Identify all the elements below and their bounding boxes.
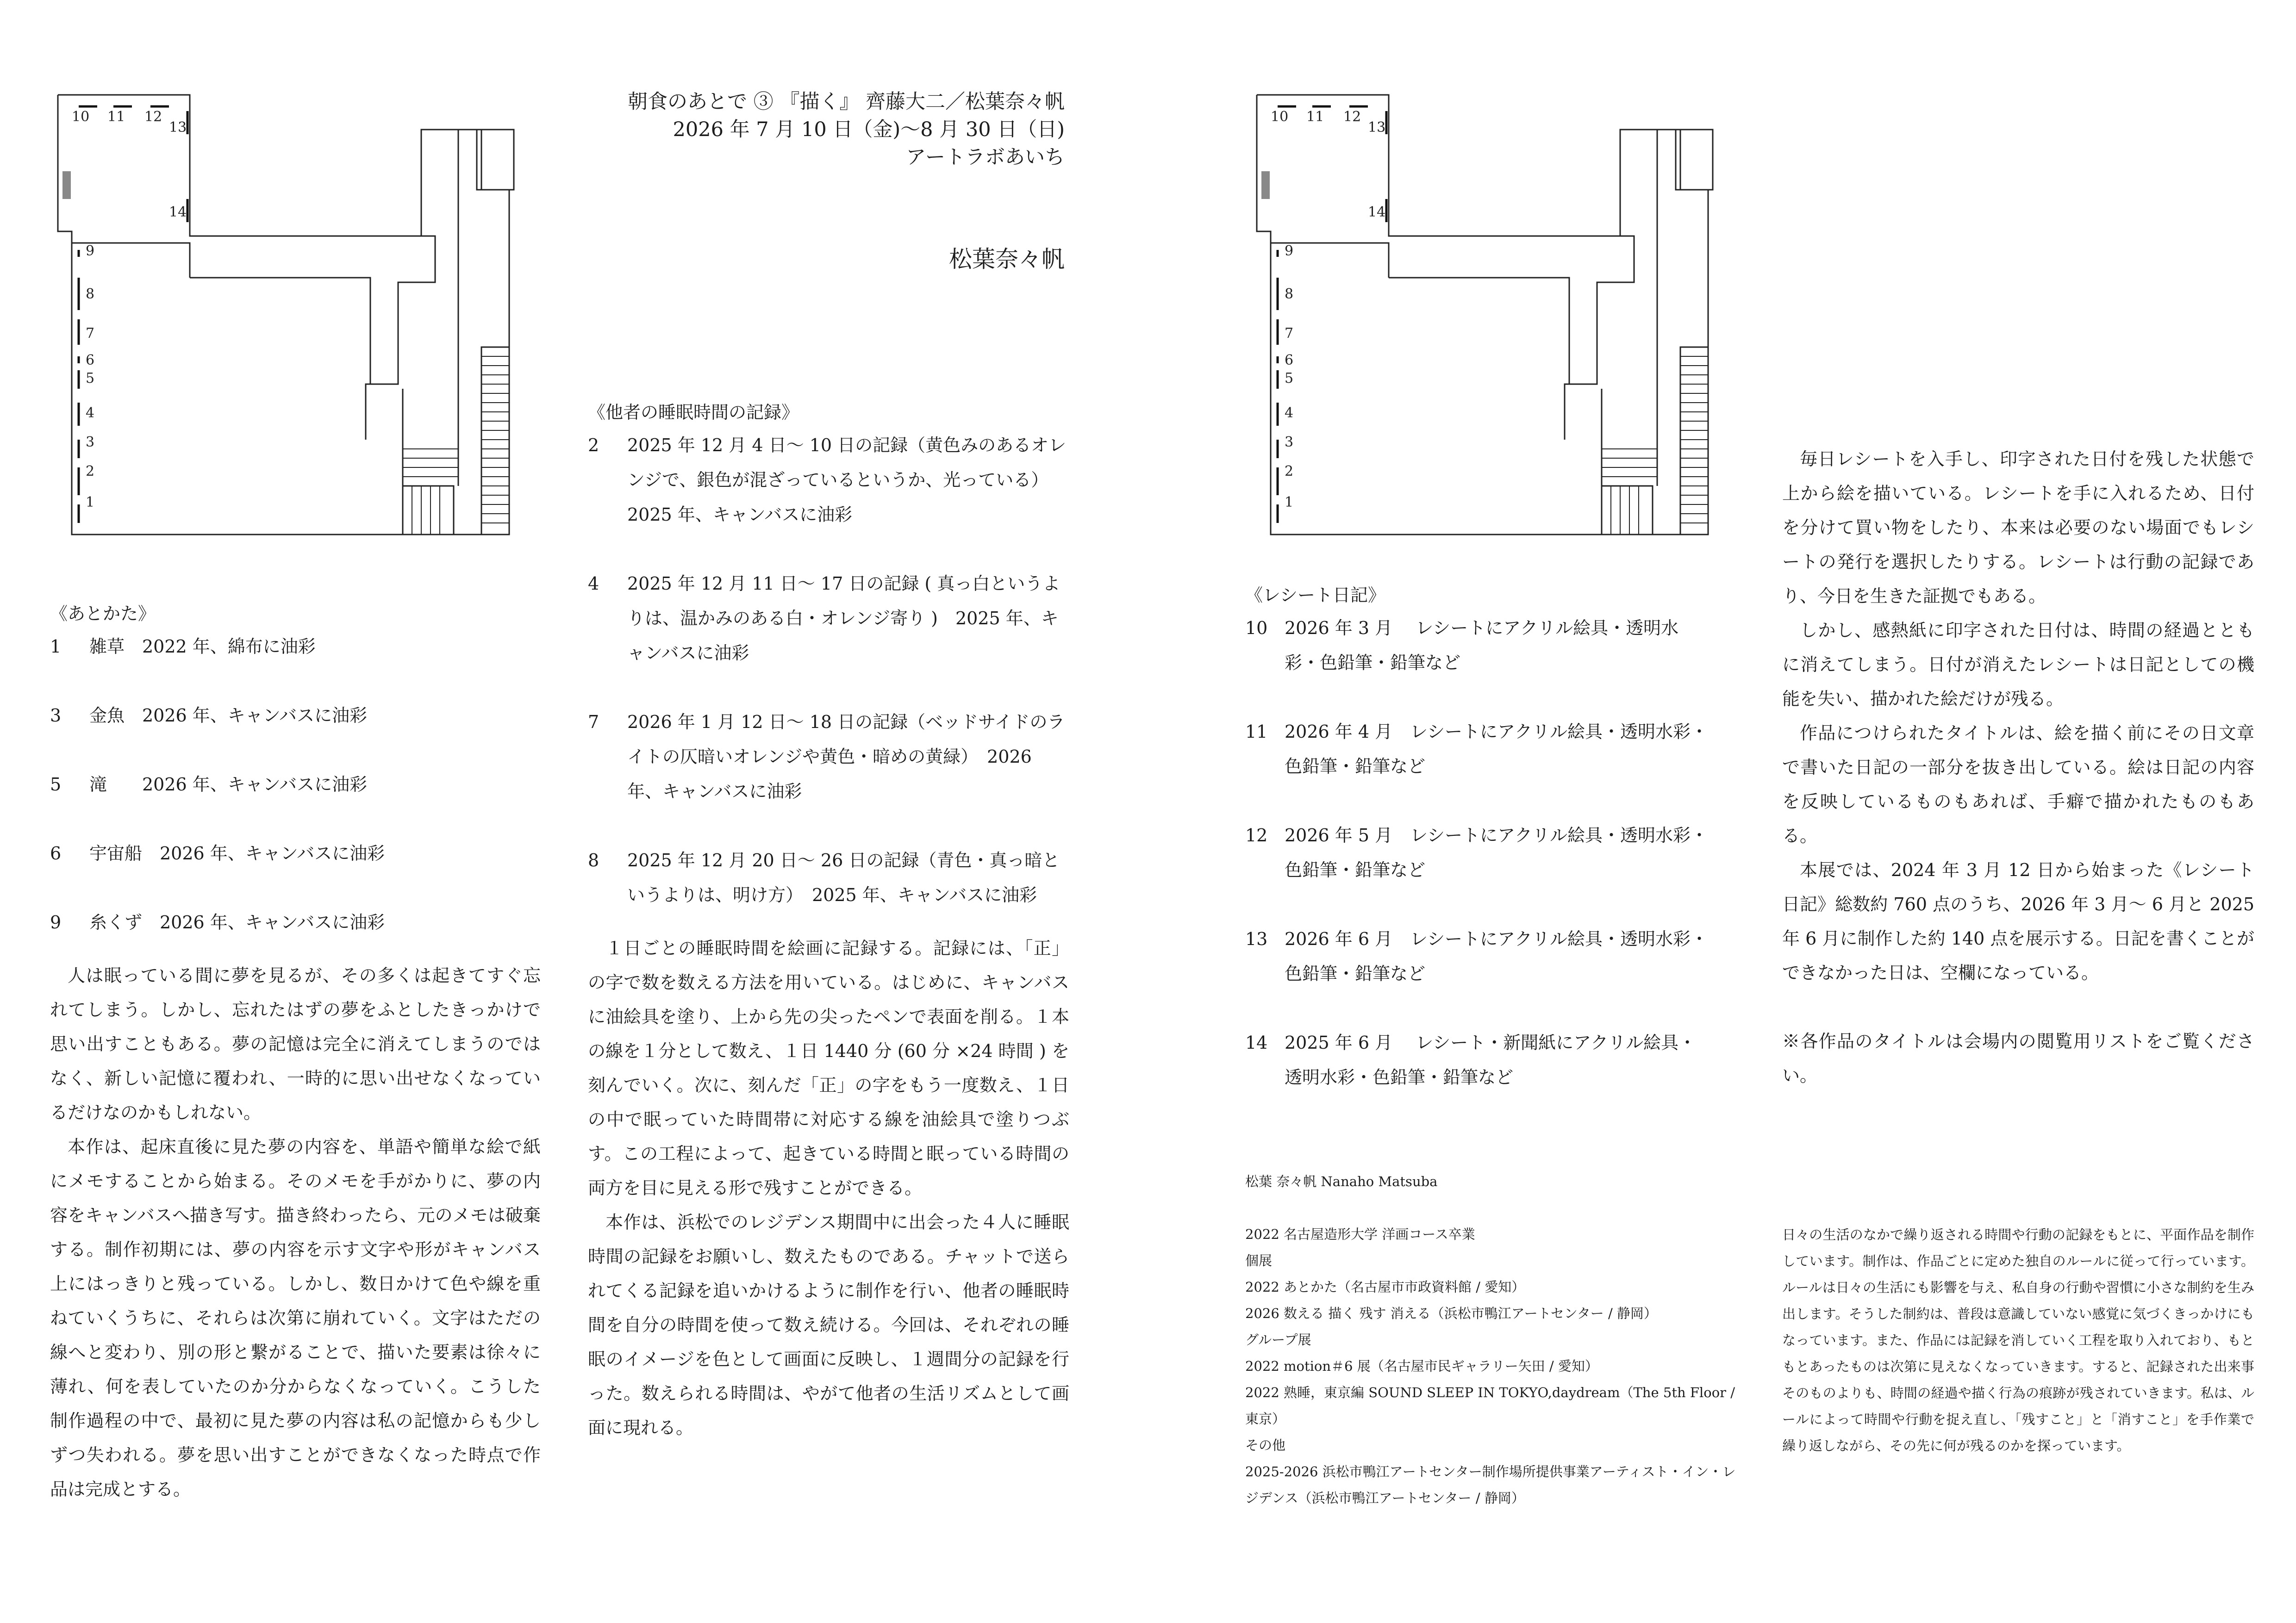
- receipt-diary-title: 《レシート日記》: [1245, 585, 1386, 605]
- item-number: 9: [50, 912, 62, 933]
- plan-label-3: 3: [1285, 434, 1294, 450]
- paragraph: 本展では、2024 年 3 月 12 日から始まった《レシート日記》総数約 760 点のうち、2026 年 3 月〜 6 月と 2025 年 6 月に制作した約 140 点を展示する。日記を書くことができなかった日は、空欄になっている。: [1782, 860, 2254, 983]
- artist-statement: [1782, 1222, 2254, 1459]
- item-number: 7: [588, 712, 599, 732]
- paragraph: １日ごとの睡眠時間を絵画に記録する。記録には、「正」の字で数を数える方法を用いている。はじめに、キャンバスに油絵具を塗り、上から先の尖ったペンで表面を削る。１本の線を１分として数え、１日 1440 分 (60 分 ×24 時間 ) を刻んでいく。次に、刻んだ「正」の字をもう一度数え、１日の中で眠っていた時間帯に対応する線を油絵具で塗りつぶす。この工程によって、起きている時間と眠っている時間の両方を目に見える形で残すことができる。: [588, 938, 1069, 1198]
- list-item: [50, 629, 541, 664]
- item-text: 2026 年 4 月 レシートにアクリル絵具・透明水彩・色鉛筆・鉛筆など: [1285, 721, 1709, 777]
- item-text: 2025 年 12 月 11 日〜 17 日の記録 ( 真っ白というよりは、温かみのある白・オレンジ寄り ) 2025 年、キャンバスに油彩: [627, 573, 1061, 663]
- item-text: 雑草 2022 年、綿布に油彩: [89, 636, 316, 657]
- item-number: 8: [588, 850, 599, 871]
- plan-label-3: 3: [86, 434, 95, 450]
- item-number: 4: [588, 573, 599, 594]
- plan-label-6: 6: [86, 352, 95, 368]
- cv-line: 個展: [1245, 1253, 1273, 1269]
- list-item: [588, 705, 1069, 809]
- item-text: 滝 2026 年、キャンバスに油彩: [89, 774, 368, 795]
- sleep-record-section: [588, 398, 1069, 1445]
- sleep-record-list: [588, 428, 1069, 913]
- floor-plan-right: [1250, 88, 1787, 551]
- receipt-diary-section: [1245, 581, 1713, 1095]
- list-item: [588, 843, 1069, 913]
- item-number: 6: [50, 843, 62, 864]
- exhibition-dates: 2026 年 7 月 10 日（金)〜8 月 30 日（日): [673, 118, 1065, 141]
- item-text: 2026 年 3 月 レシートにアクリル絵具・透明水彩・色鉛筆・鉛筆など: [1285, 618, 1679, 673]
- plan-label-11: 11: [1306, 109, 1324, 125]
- floor-plan-right-drawing: [1250, 88, 1787, 551]
- plan-label-10: 10: [1271, 109, 1289, 125]
- atokata-list: [50, 629, 541, 940]
- plan-label-8: 8: [86, 286, 95, 302]
- plan-label-5: 5: [1285, 370, 1294, 386]
- plan-label-12: 12: [144, 109, 162, 125]
- sleep-record-title: 《他者の睡眠時間の記録》: [588, 402, 799, 423]
- plan-label-1: 1: [86, 494, 95, 510]
- plan-label-14: 14: [1368, 204, 1386, 220]
- floor-plan-left-drawing: [51, 88, 588, 551]
- cv-line: その他: [1245, 1437, 1286, 1453]
- plan-label-9: 9: [86, 243, 95, 259]
- cv-line: 2022 motion＃6 展（名古屋市民ギャラリー矢田 / 愛知）: [1245, 1358, 1598, 1374]
- item-text: 2026 年 5 月 レシートにアクリル絵具・透明水彩・色鉛筆・鉛筆など: [1285, 825, 1709, 880]
- item-text: 2025 年 12 月 20 日〜 26 日の記録（青色・真っ暗というよりは、明け方） 2025 年、キャンバスに油彩: [627, 850, 1060, 905]
- plan-label-12: 12: [1343, 109, 1361, 125]
- plan-label-7: 7: [86, 325, 95, 342]
- list-item: [1245, 818, 1713, 888]
- item-text: 2025 年 12 月 4 日〜 10 日の記録（黄色みのあるオレンジで、銀色が混ざっているというか、光っている） 2025 年、キャンバスに油彩: [627, 435, 1067, 525]
- item-text: 2026 年 1 月 12 日〜 18 日の記録（ベッドサイドのライトの仄暗いオレンジや黄色・暗めの黄緑） 2026 年、キャンバスに油彩: [627, 712, 1065, 802]
- cv-line: 2022 名古屋造形大学 洋画コース卒業: [1245, 1226, 1475, 1242]
- item-number: 3: [50, 705, 62, 726]
- exhibition-venue: アートラボあいち: [906, 146, 1065, 169]
- plan-label-2: 2: [1285, 463, 1294, 479]
- cv-line: 2026 数える 描く 残す 消える（浜松市鴨江アートセンター / 静岡）: [1245, 1306, 1657, 1321]
- item-number: 10: [1245, 618, 1268, 638]
- item-number: 12: [1245, 825, 1268, 846]
- atokata-title: 《あとかた》: [50, 603, 156, 624]
- item-text: 糸くず 2026 年、キャンバスに油彩: [89, 912, 385, 933]
- list-item: [50, 905, 541, 940]
- paragraph: 毎日レシートを入手し、印字された日付を残した状態で上から絵を描いている。レシートを手に入れるため、日付を分けて買い物をしたり、本来は必要のない場面でもレシートの発行を選択したりする。レシートは行動の記録であり、今日を生きた証拠でもある。: [1782, 449, 2254, 606]
- plan-label-14: 14: [169, 204, 187, 220]
- atokata-section: [50, 599, 541, 1506]
- item-number: 1: [50, 636, 62, 657]
- item-text: 2026 年 6 月 レシートにアクリル絵具・透明水彩・色鉛筆・鉛筆など: [1285, 929, 1709, 984]
- plan-label-4: 4: [86, 405, 95, 421]
- floor-plan-left: [51, 88, 588, 551]
- list-item: [1245, 715, 1713, 784]
- paragraph: 本作は、浜松でのレジデンス期間中に出会った４人に睡眠時間の記録をお願いし、数えたものである。チャットで送られてくる記録を追いかけるように制作を行い、他者の睡眠時間を自分の時間を使って数え続ける。今回は、それぞれの睡眠のイメージを色として画面に反映し、１週間分の記録を行った。数えられる時間は、やがて他者の生活リズムとして画面に現れる。: [588, 1212, 1069, 1438]
- plan-label-1: 1: [1285, 494, 1294, 510]
- list-item: [1245, 922, 1713, 991]
- plan-label-9: 9: [1285, 243, 1294, 259]
- list-item: [588, 428, 1069, 532]
- artist-name: 松葉 奈々帆 Nanaho Matsuba: [1245, 1174, 1438, 1189]
- plan-label-5: 5: [86, 370, 95, 386]
- atokata-description: [50, 958, 541, 1506]
- title-list-note: ※各作品のタイトルは会場内の閲覧用リストをご覧ください。: [1782, 1031, 2254, 1086]
- list-item: [1245, 1026, 1713, 1095]
- item-number: 14: [1245, 1032, 1268, 1053]
- receipt-diary-description: [1782, 442, 2254, 1093]
- artist-profile: [1245, 1169, 1736, 1511]
- paragraph: しかし、感熱紙に印字された日付は、時間の経過とともに消えてしまう。日付が消えたレシートは日記としての機能を失い、描かれた絵だけが残る。: [1782, 620, 2254, 709]
- item-number: 5: [50, 774, 62, 795]
- list-item: [50, 698, 541, 733]
- paragraph: 作品につけられたタイトルは、絵を描く前にその日文章で書いた日記の一部分を抜き出している。絵は日記の内容を反映しているものもあれば、手癖で描かれたものもある。: [1782, 723, 2254, 846]
- list-item: [50, 836, 541, 871]
- cv-line: 2022 あとかた（名古屋市市政資料館 / 愛知）: [1245, 1279, 1525, 1295]
- list-item: [588, 566, 1069, 671]
- plan-label-6: 6: [1285, 352, 1294, 368]
- cv-line: 2025-2026 浜松市鴨江アートセンター制作場所提供事業アーティスト・イン・レジデンス（浜松市鴨江アートセンター / 静岡）: [1245, 1464, 1736, 1506]
- cv-line: グループ展: [1245, 1332, 1311, 1348]
- item-text: 2025 年 6 月 レシート・新聞紙にアクリル絵具・透明水彩・色鉛筆・鉛筆など: [1285, 1032, 1697, 1088]
- statement-text: 日々の生活のなかで繰り返される時間や行動の記録をもとに、平面作品を制作しています。制作は、作品ごとに定めた独自のルールに従って行っています。ルールは日々の生活にも影響を与え、私自身の行動や習慣に小さな制約を生み出します。そうした制約は、普段は意識していない感覚に気づくきっかけにもなっています。また、作品には記録を消していく工程を取り入れており、もともとあったものは次第に見えなくなっていきます。すると、記録された出来事そのものよりも、時間の経過や描く行為の痕跡が残されていきます。私は、ルールによって時間や行動を捉え直し、「残すこと」と「消すこと」を手作業で繰り返しながら、その先に何が残るのかを探っています。: [1782, 1227, 2254, 1454]
- exhibition-header: [532, 88, 1065, 171]
- list-item: [50, 767, 541, 802]
- plan-label-10: 10: [72, 109, 90, 125]
- receipt-diary-list: [1245, 611, 1713, 1095]
- item-text: 金魚 2026 年、キャンバスに油彩: [89, 705, 368, 726]
- plan-label-13: 13: [169, 119, 187, 136]
- plan-label-8: 8: [1285, 286, 1294, 302]
- item-text: 宇宙船 2026 年、キャンバスに油彩: [89, 843, 385, 864]
- paragraph: 本作は、起床直後に見た夢の内容を、単語や簡単な絵で紙にメモすることから始まる。そのメモを手がかりに、夢の内容をキャンバスへ描き写す。描き終わったら、元のメモは破棄する。制作初期には、夢の内容を示す文字や形がキャンバス上にはっきりと残っている。しかし、数日かけて色や線を重ねていくうちに、それらは次第に崩れていく。文字はただの線へと変わり、別の形と繋がることで、描いた要素は徐々に薄れ、何を表していたのか分からなくなっていく。こうした制作過程の中で、最初に見た夢の内容は私の記憶からも少しずつ失われる。夢を思い出すことができなくなった時点で作品は完成とする。: [50, 1137, 541, 1499]
- plan-label-2: 2: [86, 463, 95, 479]
- list-item: [1245, 611, 1713, 680]
- artist-name-heading: 松葉奈々帆: [949, 246, 1065, 273]
- cv-line: 2022 熟睡，東京編 SOUND SLEEP IN TOKYO,daydream（The 5th Floor / 東京）: [1245, 1385, 1735, 1427]
- item-number: 13: [1245, 929, 1268, 949]
- paragraph: 人は眠っている間に夢を見るが、その多くは起きてすぐ忘れてしまう。しかし、忘れたはずの夢をふとしたきっかけで思い出すこともある。夢の記憶は完全に消えてしまうのではなく、新しい記憶に覆われ、一時的に思い出せなくなっているだけなのかもしれない。: [50, 965, 541, 1123]
- plan-label-11: 11: [107, 109, 125, 125]
- exhibition-title: 朝食のあとで ③ 『描く』 齊藤大二／松葉奈々帆: [627, 90, 1065, 113]
- plan-label-7: 7: [1285, 325, 1294, 342]
- item-number: 2: [588, 435, 599, 455]
- plan-label-13: 13: [1368, 119, 1386, 136]
- sleep-record-description: [588, 931, 1069, 1445]
- plan-label-4: 4: [1285, 405, 1294, 421]
- item-number: 11: [1245, 721, 1268, 742]
